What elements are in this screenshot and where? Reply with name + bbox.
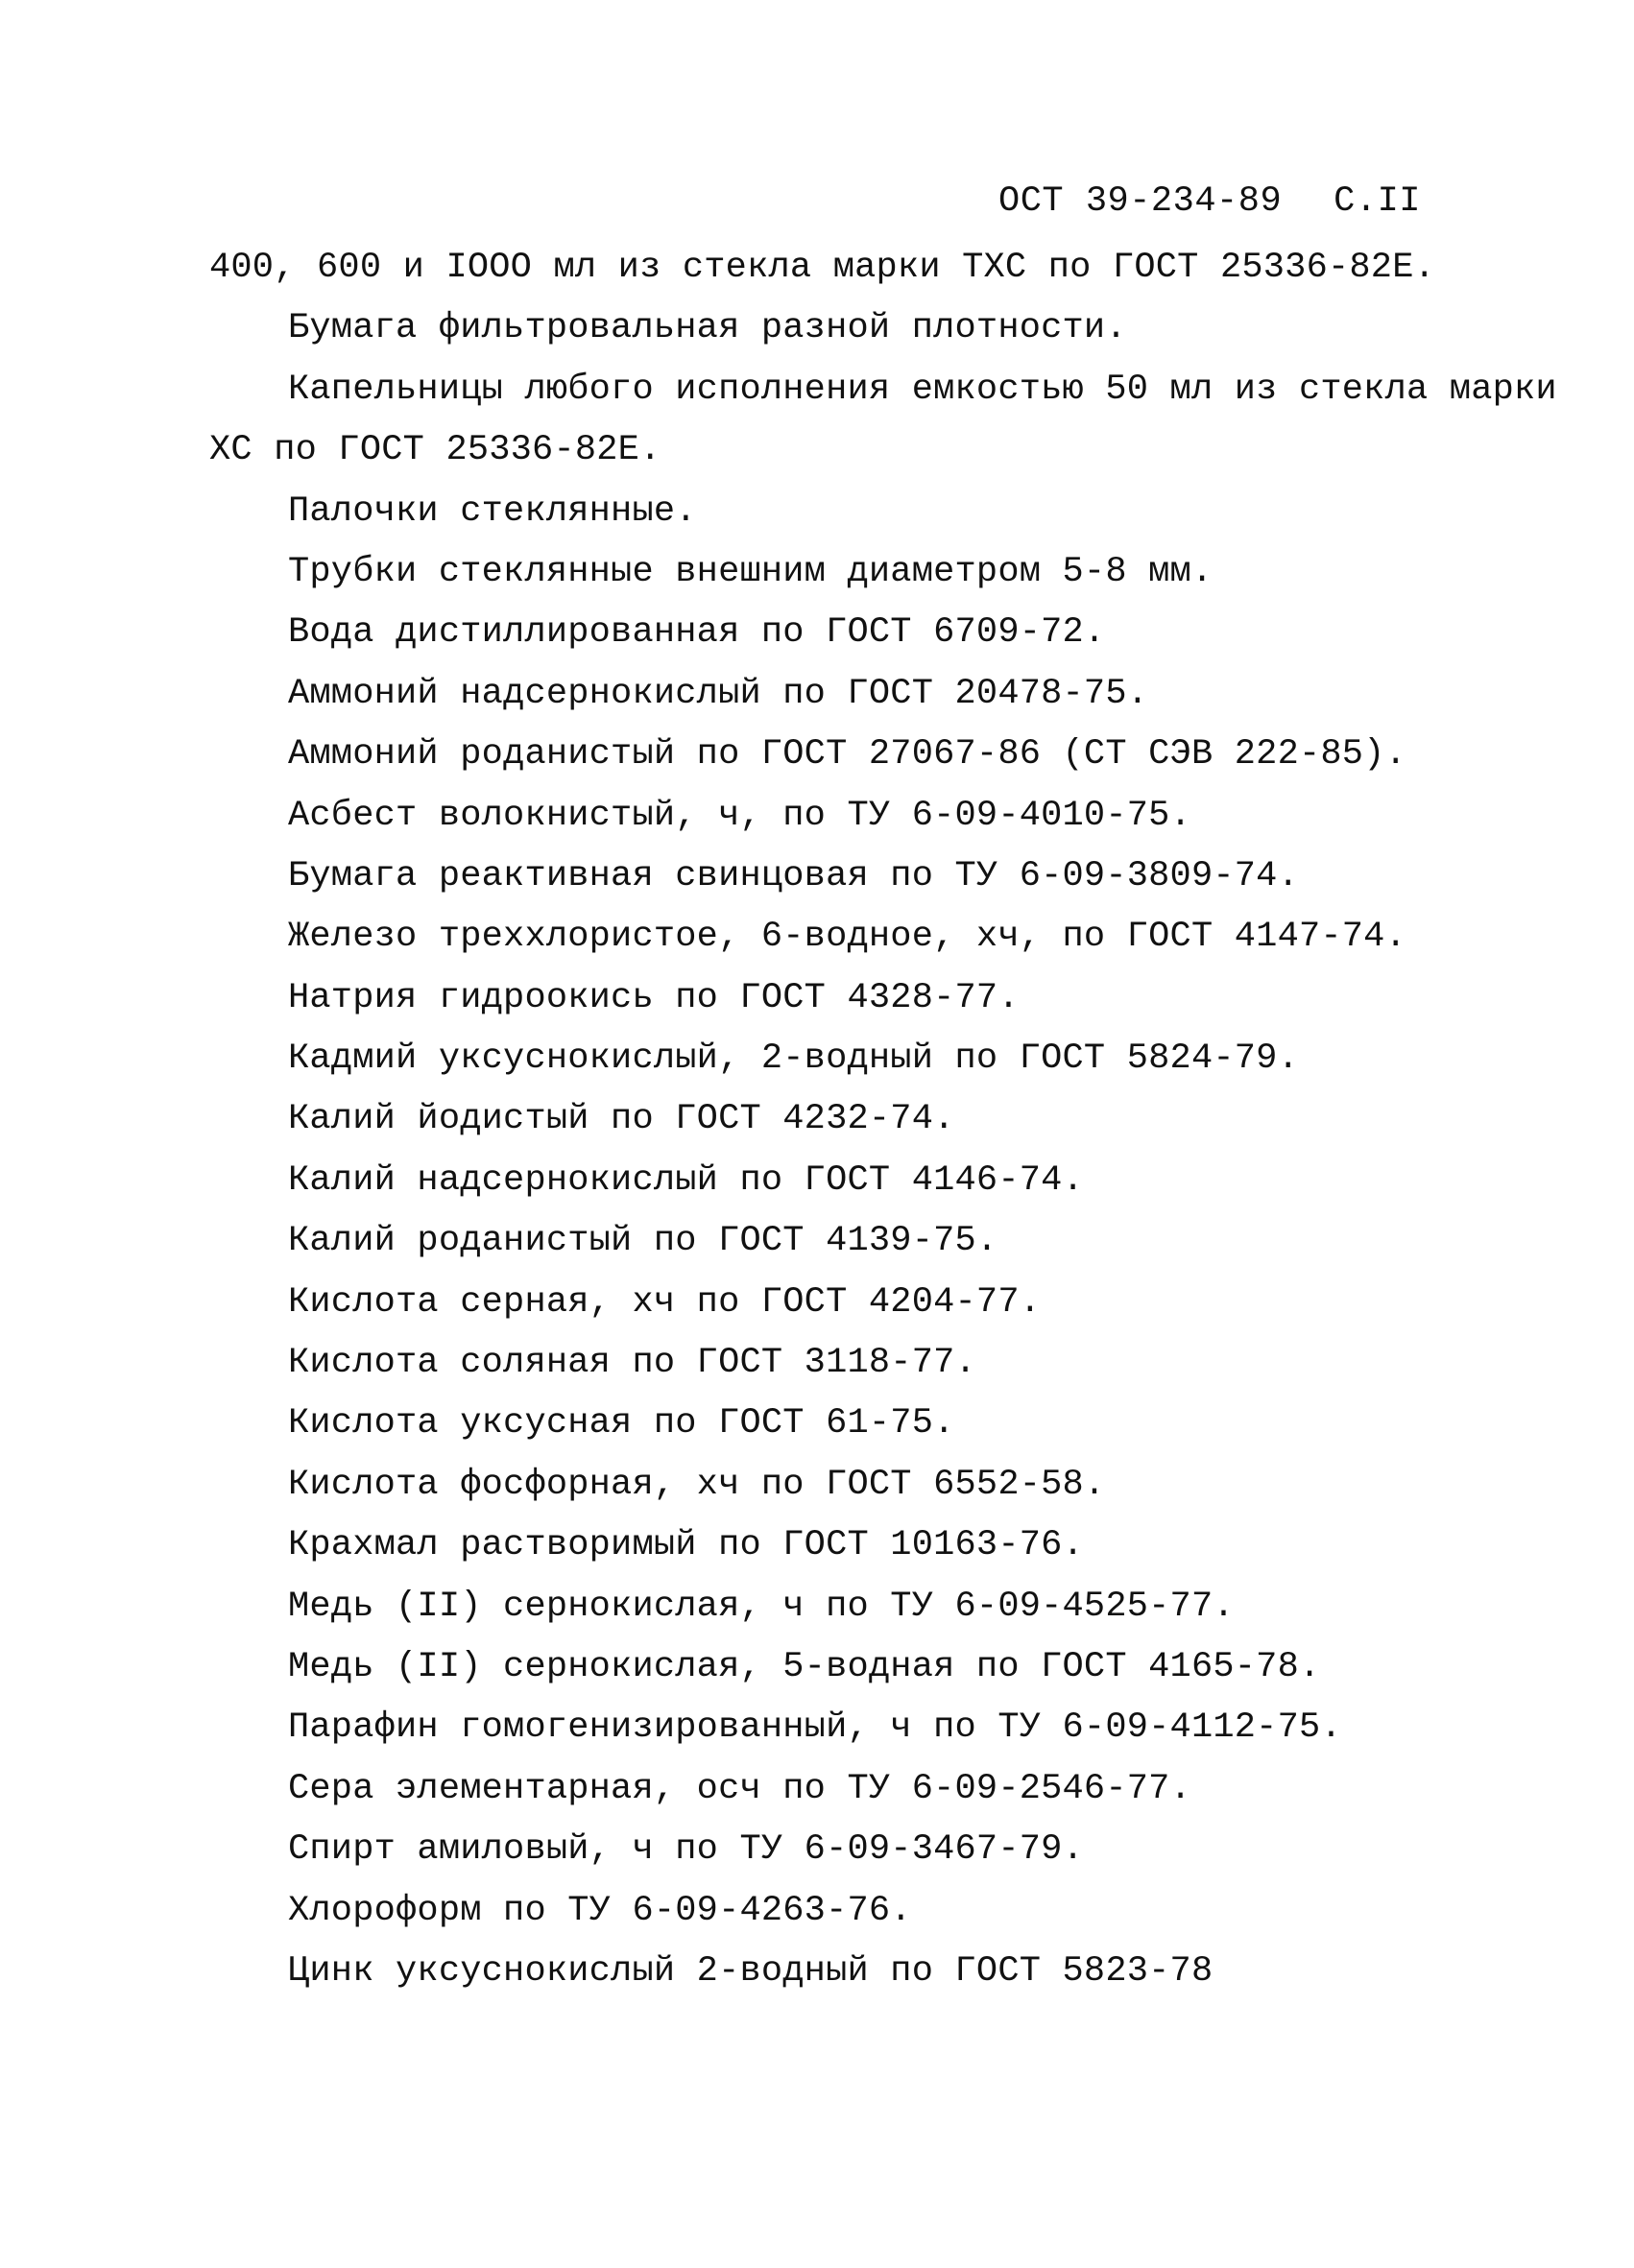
text-line: Кислота фосфорная, хч по ГОСТ 6552-58. [288,1464,1106,1505]
text-line: Трубки стеклянные внешним диаметром 5-8 мм. [288,551,1213,592]
page-header [998,173,1421,230]
text-line: Кислота уксусная по ГОСТ 61-75. [288,1403,955,1444]
text-line: Асбест волокнистый, ч, по ТУ 6-09-4010-75. [288,795,1191,836]
text-line: Калий роданистый по ГОСТ 4139-75. [288,1221,998,1262]
text-line: Хлороформ по ТУ 6-09-4263-76. [288,1890,912,1931]
text-line: Кислота соляная по ГОСТ 3118-77. [288,1343,976,1384]
text-line: ХС по ГОСТ 25336-82Е. [209,430,661,471]
page-number: С.II [1334,181,1421,222]
text-line: Аммоний надсернокислый по ГОСТ 20478-75. [288,673,1149,714]
text-line: Палочки стеклянные. [288,490,697,532]
text-line: Аммоний роданистый по ГОСТ 27067-86 (СТ СЭВ 222-85). [288,734,1406,776]
text-line: Бумага фильтровальная разной плотности. [288,308,1127,349]
text-line: 400, 600 и IOOO мл из стекла марки ТХС по ГОСТ 25336-82Е. [209,248,1436,288]
text-line: Сера элементарная, осч по ТУ 6-09-2546-77. [288,1768,1191,1809]
text-line: Медь (II) сернокислая, ч по ТУ 6-09-4525-77. [288,1586,1235,1627]
text-line: Вода дистиллированная по ГОСТ 6709-72. [288,612,1106,654]
text-line: Железо треххлористое, 6-водное, хч, по ГОСТ 4147-74. [288,917,1406,958]
text-line: Кадмий уксуснокислый, 2-водный по ГОСТ 5824-79. [288,1039,1299,1080]
document-body [209,238,1557,2002]
text-line: Медь (II) сернокислая, 5-водная по ГОСТ 4165-78. [288,1646,1321,1687]
text-line: Калий йодистый по ГОСТ 4232-74. [288,1099,955,1140]
text-line: Цинк уксуснокислый 2-водный по ГОСТ 5823-78 [288,1950,1213,1992]
text-line: Кислота серная, хч по ГОСТ 4204-77. [288,1281,1042,1323]
document-code: ОСТ 39-234-89 [998,181,1283,222]
text-line: Натрия гидроокись по ГОСТ 4328-77. [288,977,1020,1018]
text-line: Калий надсернокислый по ГОСТ 4146-74. [288,1159,1084,1201]
text-line: Крахмал растворимый по ГОСТ 10163-76. [288,1525,1084,1566]
text-line: Бумага реактивная свинцовая по ТУ 6-09-3809-74. [288,855,1299,896]
text-line: Капельницы любого исполнения емкостью 50 мл из стекла марки [288,369,1557,410]
text-line: Парафин гомогенизированный, ч по ТУ 6-09-4112-75. [288,1707,1342,1749]
text-line: Спирт амиловый, ч по ТУ 6-09-3467-79. [288,1829,1084,1871]
